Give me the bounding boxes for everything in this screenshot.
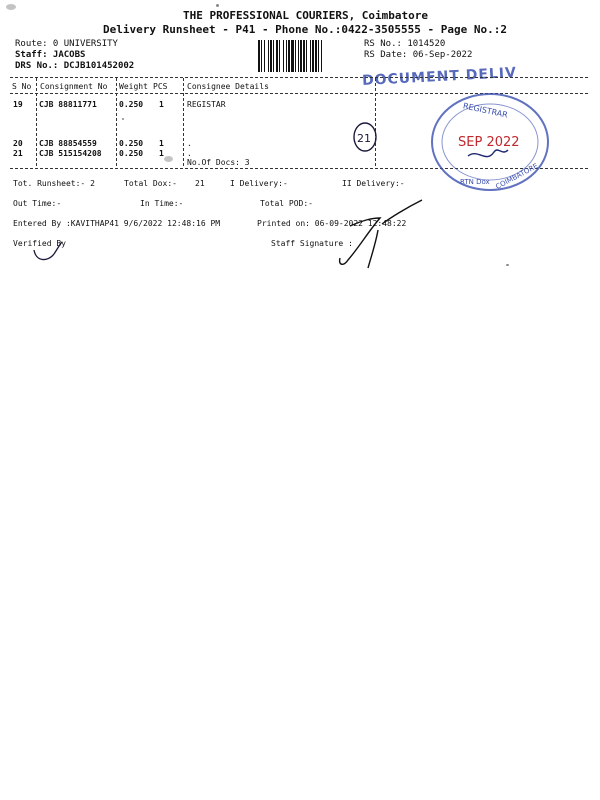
document-delivery-stamp: DOCUMENT DELIV xyxy=(361,64,518,90)
staff-signature-scribble xyxy=(320,196,430,276)
company-title: THE PROFESSIONAL COURIERS, Coimbatore xyxy=(183,9,429,22)
total-dox-value: 21 xyxy=(195,179,205,188)
paper-speck xyxy=(506,264,509,266)
col-header-weight: Weight xyxy=(119,82,148,91)
row-consignee: REGISTAR xyxy=(187,100,226,109)
in-time: In Time:- xyxy=(140,199,184,208)
table-top-rule xyxy=(10,77,588,78)
col-sep xyxy=(183,78,184,166)
docs-count: No.Of Docs: 3 xyxy=(187,158,250,167)
runsheet-heading: Delivery Runsheet - P41 - Phone No.:0422-3505555 - Page No.:2 xyxy=(103,23,507,36)
total-runsheet: Tot. Runsheet:- 2 xyxy=(13,179,95,188)
rs-date: RS Date: 06-Sep-2022 xyxy=(364,50,473,60)
verified-by: Verified By xyxy=(13,239,66,248)
svg-text:COIMBATORE: COIMBATORE xyxy=(494,161,540,191)
row-sno: 19 xyxy=(13,100,23,109)
row-consignment: CJB 88854559 xyxy=(39,139,97,148)
svg-text:REGISTRAR: REGISTRAR xyxy=(462,101,509,120)
row-pcs: 1 xyxy=(159,139,164,148)
row-weight: 0.250 xyxy=(119,149,144,158)
col-header-consignment: Consignment No xyxy=(40,82,108,91)
row-pcs: 1 xyxy=(159,100,164,109)
row-sno: 20 xyxy=(13,139,23,148)
row-consignee: . xyxy=(187,149,192,158)
col-sep xyxy=(116,78,117,166)
staff-signature-label: Staff Signature : xyxy=(271,239,353,248)
paper-speck xyxy=(6,4,16,10)
col-sep xyxy=(36,78,37,166)
row-sno: 21 xyxy=(13,149,23,158)
staff-label: Staff: JACOBS xyxy=(15,50,86,60)
col-header-pcs: PCS xyxy=(153,82,168,91)
barcode xyxy=(258,40,360,72)
paper-speck xyxy=(216,4,219,7)
row-weight: 0.250 xyxy=(119,139,144,148)
registrar-date-stamp xyxy=(428,90,552,194)
stamp-date: SEP 2022 xyxy=(458,135,520,150)
rs-number: RS No.: 1014520 xyxy=(364,39,446,49)
row-consignee: . xyxy=(187,139,192,148)
col-header-consignee: Consignee Details xyxy=(187,82,269,91)
total-dox-label: Total Dox:- xyxy=(124,179,177,188)
ii-delivery: II Delivery:- xyxy=(342,179,405,188)
paper-speck xyxy=(122,118,124,120)
svg-text:RTN Dox: RTN Dox xyxy=(460,178,490,186)
drs-number: DRS No.: DCJB101452002 xyxy=(15,61,135,71)
col-header-sno: S No xyxy=(12,82,32,91)
row-weight: 0.250 xyxy=(119,100,144,109)
handwritten-circled-number xyxy=(350,120,380,154)
row-consignment: CJB 88811771 xyxy=(39,100,97,109)
entered-by: Entered By :KAVITHAP41 9/6/2022 12:48:16 PM xyxy=(13,219,221,228)
verified-signature xyxy=(30,240,66,266)
total-pod: Total POD:- xyxy=(260,199,313,208)
out-time: Out Time:- xyxy=(13,199,62,208)
route-label: Route: 0 UNIVERSITY xyxy=(15,39,118,49)
row-consignment: CJB 515154208 xyxy=(39,149,102,158)
i-delivery: I Delivery:- xyxy=(230,179,288,188)
paper-speck xyxy=(164,156,173,162)
printed-on: Printed on: 06-09-2022 12:48:22 xyxy=(257,219,407,228)
svg-text:21: 21 xyxy=(357,132,371,145)
row-pcs: 1 xyxy=(159,149,164,158)
